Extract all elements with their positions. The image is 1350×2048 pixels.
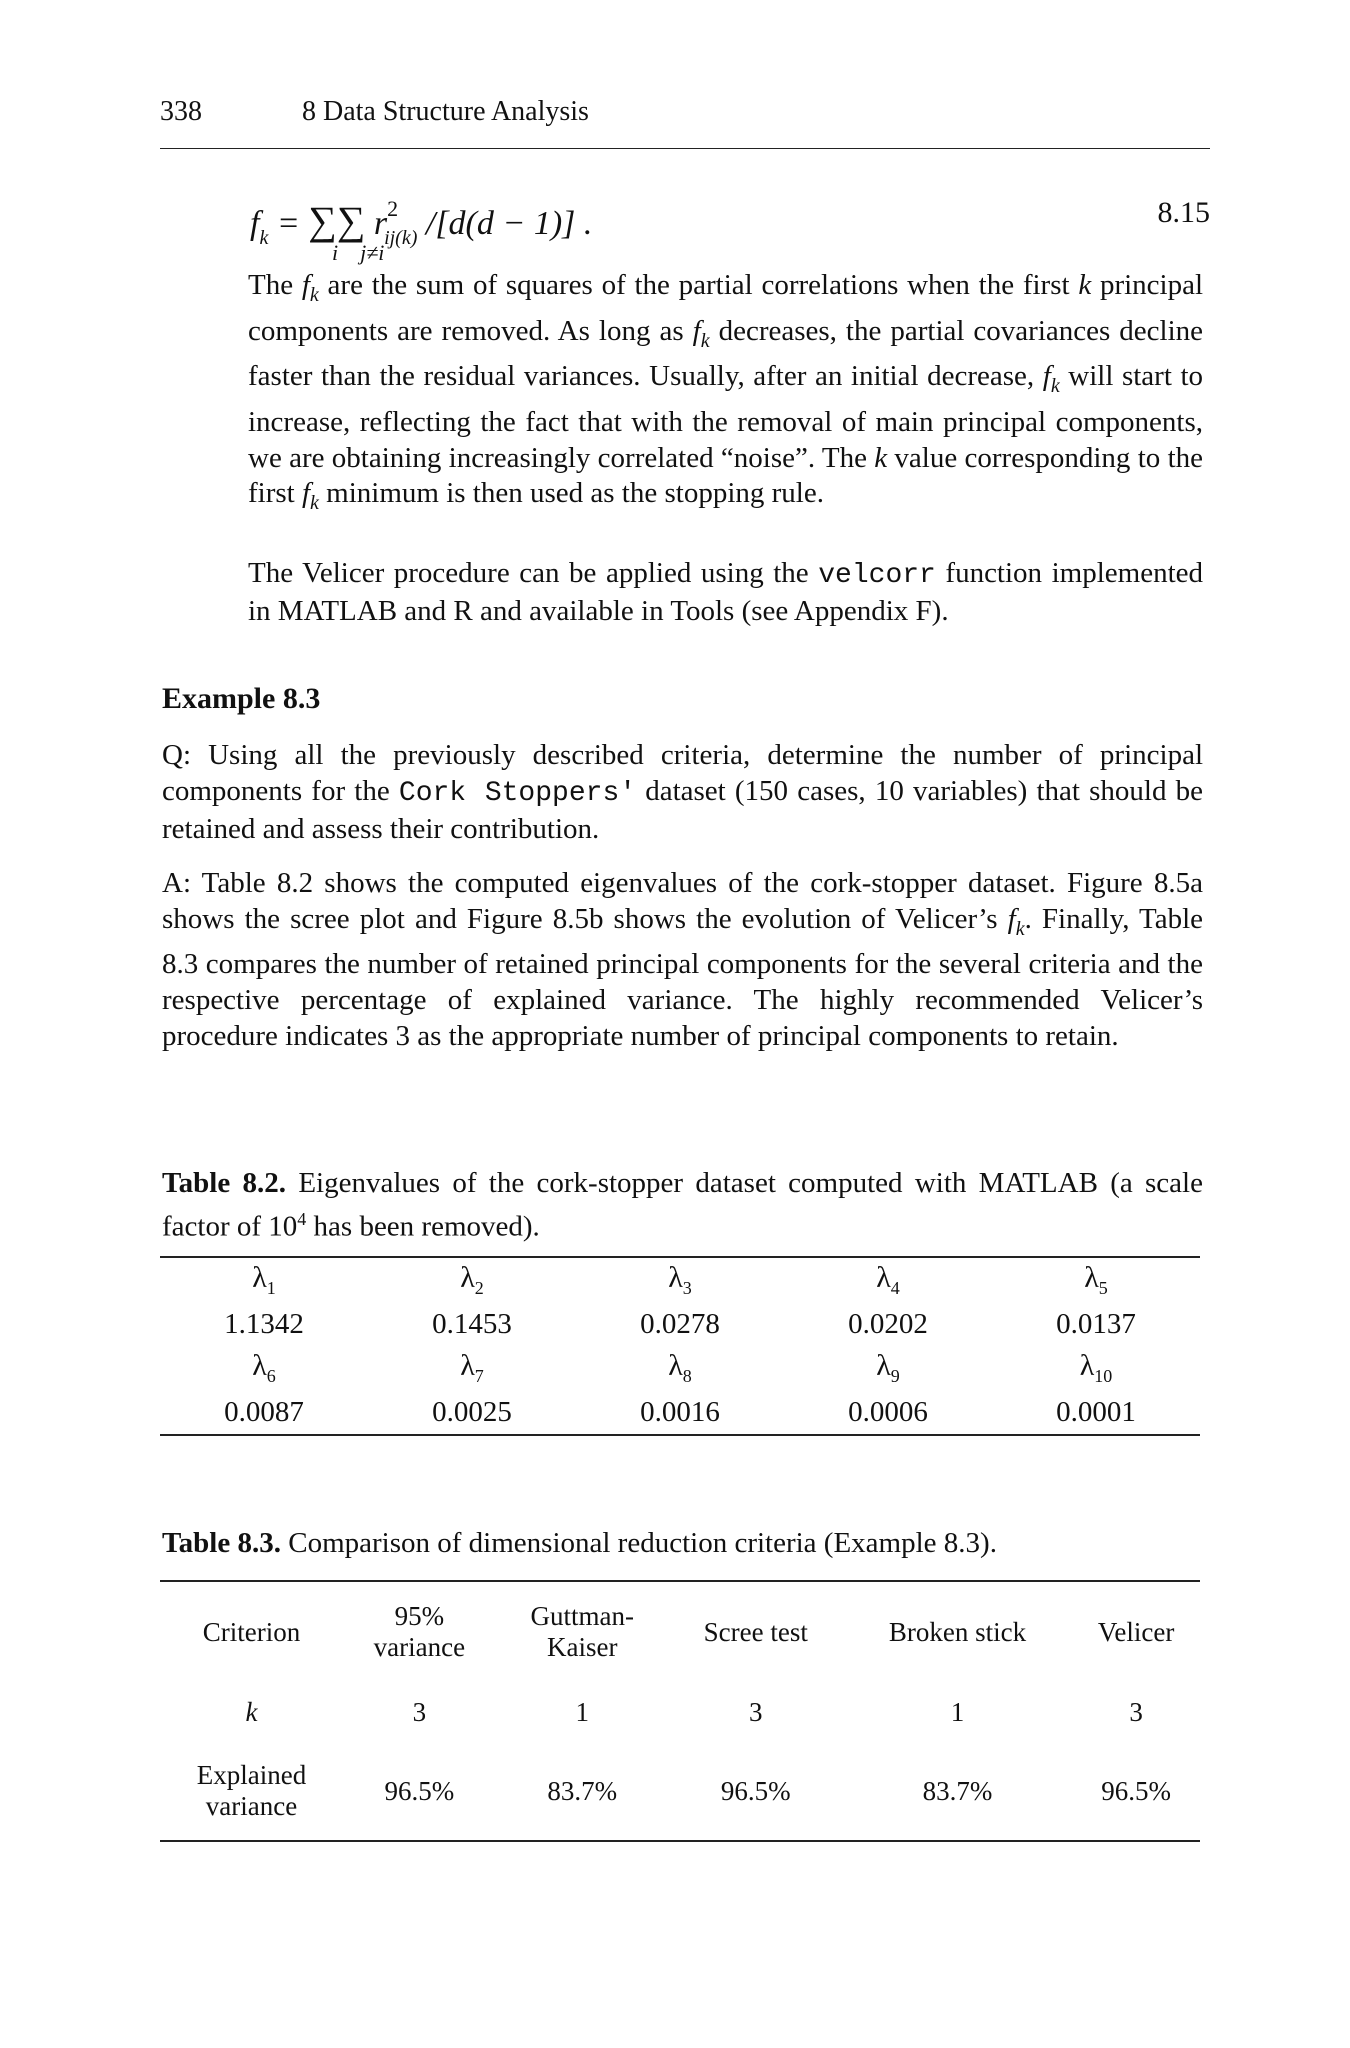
table-cell: 3	[749, 1696, 763, 1727]
page-number: 338	[160, 96, 202, 127]
example-question: Q: Using all the previously described criteria, determine the number of principal components for the Cork Stoppers' dataset (150 cases, 10 variables) that should be retained and assess their contribution.	[162, 739, 1204, 845]
equation-8-15	[250, 186, 1210, 266]
eigen-label: $\lambda_1$	[252, 1261, 276, 1298]
table-row	[160, 1682, 1200, 1742]
chapter-title: 8 Data Structure Analysis	[302, 96, 589, 127]
equation-body: $f_k$ = ∑∑ $r^2_{ij(k)}$ /[d(d − 1)] .	[250, 196, 593, 249]
equation-number: 8.15	[1157, 196, 1210, 229]
velicer-paragraph-1: The $f_k$ are the sum of squares of the partial correlations when the first k principal components are removed. As long as $f_k$ decreases, the partial covariances decline faster than the residual variances. Usually, after an initial decrease, $f_k$ will start to increase, reflecting the fact that with the removal of main principal components, we are obtaining increasingly correlated “noise”. The k value corresponding to the first $f_k$ minimum is then used as the stopping rule.	[248, 269, 1204, 515]
header-cell: Broken stick	[888, 1616, 1027, 1647]
header-cell: Guttman- Kaiser	[530, 1601, 634, 1662]
table-row	[160, 1346, 1200, 1390]
header-cell: Velicer	[1097, 1616, 1175, 1647]
table-cell: 96.5%	[1101, 1775, 1171, 1806]
eigen-value: 0.0006	[848, 1395, 928, 1428]
table-8-2	[160, 1256, 1200, 1436]
eigen-label: $\lambda_7$	[460, 1349, 484, 1386]
eigen-value: 0.0016	[640, 1395, 720, 1428]
table-cell: 3	[1129, 1696, 1143, 1727]
eigen-value: 0.0278	[640, 1307, 720, 1340]
table-header-row	[160, 1582, 1200, 1682]
eigen-label: $\lambda_5$	[1084, 1261, 1108, 1298]
eigen-value: 0.1453	[432, 1307, 512, 1340]
eigen-label: $\lambda_8$	[668, 1349, 692, 1386]
example-title: Example 8.3	[162, 682, 321, 715]
eigen-value: 0.0087	[224, 1395, 304, 1428]
row-label: Explained variance	[196, 1760, 307, 1821]
table-cell: 1	[950, 1696, 965, 1727]
table-8-3	[160, 1580, 1200, 1842]
table-8-3-caption: Table 8.3. Comparison of dimensional reduction criteria (Example 8.3).	[162, 1527, 997, 1559]
eigen-value: 0.0025	[432, 1395, 512, 1428]
equation-sum-index: i j≠i	[332, 240, 385, 265]
table-row	[160, 1742, 1200, 1840]
eigen-value: 0.0202	[848, 1307, 928, 1340]
table-row	[160, 1258, 1200, 1302]
eigen-label: $\lambda_3$	[668, 1261, 692, 1298]
row-label: k	[245, 1696, 258, 1727]
eigen-label: $\lambda_9$	[876, 1349, 900, 1386]
eigen-label: $\lambda_{10}$	[1079, 1349, 1113, 1386]
header-cell: Criterion	[202, 1616, 301, 1647]
eigen-value: 0.0137	[1056, 1307, 1136, 1340]
eigen-value: 0.0001	[1056, 1395, 1136, 1428]
table-cell: 83.7%	[922, 1775, 993, 1806]
eigen-label: $\lambda_4$	[876, 1261, 900, 1298]
table-row	[160, 1390, 1200, 1434]
table-8-2-caption: Table 8.2. Eigenvalues of the cork-stopper dataset computed with MATLAB (a scale factor of $10^4$ has been removed).	[162, 1167, 1203, 1243]
velicer-paragraph-2: The Velicer procedure can be applied using the velcorr function implemented in MATLAB and R and available in Tools (see Appendix F).	[248, 557, 1203, 627]
example-answer: A: Table 8.2 shows the computed eigenvalues of the cork-stopper dataset. Figure 8.5a shows the scree plot and Figure 8.5b shows the evolution of Velicer’s $f_k$. Finally, Table 8.3 compares the number of retained principal components for the several criteria and the respective percentage of explained variance. The highly recommended Velicer’s procedure indicates 3 as the appropriate number of principal components to retain.	[162, 867, 1203, 1052]
table-cell: 96.5%	[720, 1775, 791, 1806]
eigen-value: 1.1342	[224, 1307, 304, 1340]
header-rule	[160, 148, 1210, 149]
table-cell: 83.7%	[547, 1775, 618, 1806]
eigen-label: $\lambda_2$	[460, 1261, 484, 1298]
table-row	[160, 1302, 1200, 1346]
table-cell: 96.5%	[384, 1775, 455, 1806]
table-cell: 1	[575, 1696, 589, 1727]
header-cell: Scree test	[703, 1616, 808, 1647]
table-cell: 3	[412, 1696, 427, 1727]
eigen-label: $\lambda_6$	[252, 1349, 276, 1386]
header-cell: 95% variance	[373, 1601, 466, 1662]
